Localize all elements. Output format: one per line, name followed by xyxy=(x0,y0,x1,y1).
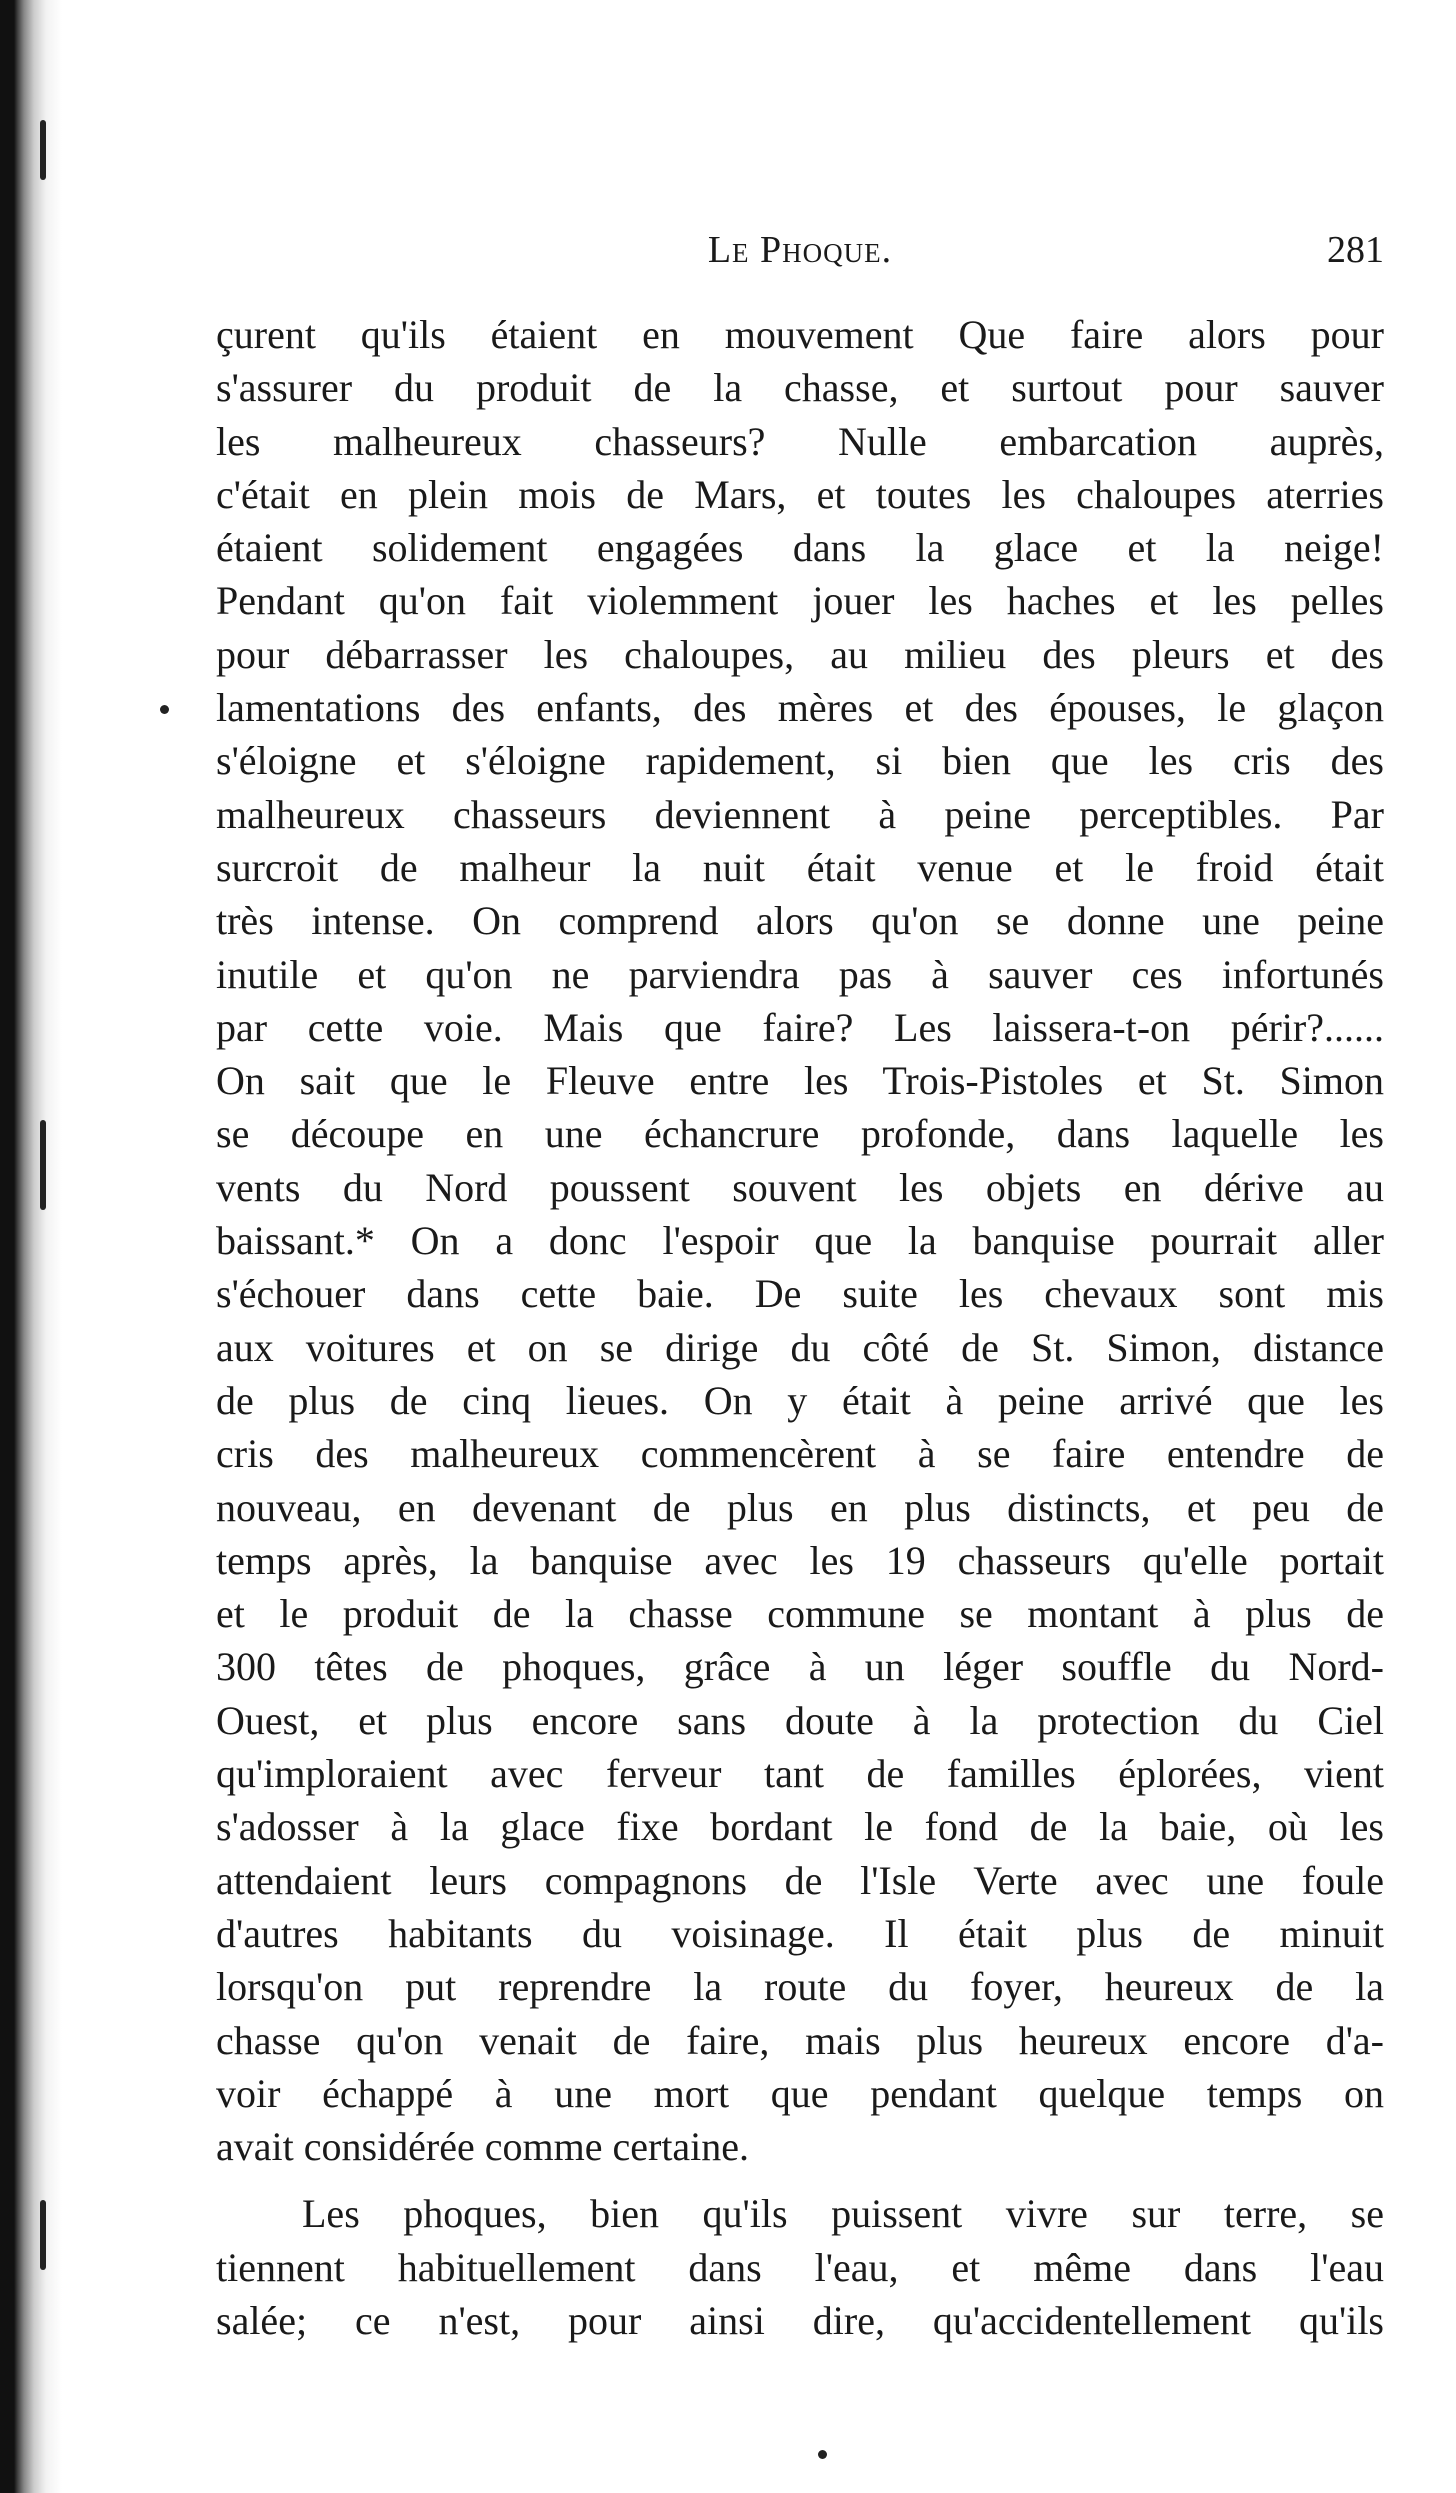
text-line: c'était en plein mois de Mars, et toutes les chaloupes aterries xyxy=(216,471,1384,517)
text-line: temps après, la banquise avec les 19 chasseurs qu'elle portait xyxy=(216,1537,1384,1583)
text-line: Les phoques, bien qu'ils puissent vivre sur terre, se xyxy=(302,2191,1384,2237)
text-line: se découpe en une échancrure profonde, dans laquelle les xyxy=(216,1111,1384,1157)
text-line: 300 têtes de phoques, grâce à un léger souffle du Nord- xyxy=(216,1644,1384,1690)
paragraph-2 xyxy=(216,2187,1384,2347)
text-line: surcroit de malheur la nuit était venue et le froid était xyxy=(216,844,1384,890)
page-number: 281 xyxy=(1327,229,1384,271)
text-line: attendaient leurs compagnons de l'Isle Verte avec une foule xyxy=(216,1857,1384,1903)
text-line: On sait que le Fleuve entre les Trois-Pistoles et St. Simon xyxy=(216,1058,1384,1104)
text-line: çurent qu'ils étaient en mouvement Que faire alors pour xyxy=(216,312,1384,357)
margin-dot xyxy=(160,705,169,714)
text-line: lorsqu'on put reprendre la route du foyer, heureux de la xyxy=(216,1964,1384,2010)
text-line: baissant.* On a donc l'espoir que la banquise pourrait aller xyxy=(216,1218,1384,1264)
text-line: nouveau, en devenant de plus en plus distincts, et peu de xyxy=(216,1484,1384,1530)
text-line: s'échouer dans cette baie. De suite les chevaux sont mis xyxy=(216,1271,1384,1317)
text-line: salée; ce n'est, pour ainsi dire, qu'accidentellement qu'ils xyxy=(216,2297,1384,2343)
text-line: s'éloigne et s'éloigne rapidement, si bien que les cris des xyxy=(216,738,1384,784)
text-line: s'assurer du produit de la chasse, et surtout pour sauver xyxy=(216,365,1384,411)
text-line: s'adosser à la glace fixe bordant le fond de la baie, où les xyxy=(216,1804,1384,1850)
binding-edge xyxy=(0,0,62,2493)
text-line: malheureux chasseurs deviennent à peine perceptibles. Par xyxy=(216,791,1384,837)
text-line: aux voitures et on se dirige du côté de St. Simon, distance xyxy=(216,1324,1384,1370)
paragraph-gap xyxy=(216,2173,1384,2187)
text-line: pour débarrasser les chaloupes, au milieu des pleurs et des xyxy=(216,631,1384,677)
running-title: Le Phoque. xyxy=(707,229,893,271)
page-header xyxy=(216,228,1384,288)
text-line: chasse qu'on venait de faire, mais plus heureux encore d'a- xyxy=(216,2017,1384,2063)
binding-speck xyxy=(40,2200,46,2270)
text-line: voir échappé à une mort que pendant quelque temps on xyxy=(216,2070,1384,2116)
binding-speck xyxy=(40,1120,46,1210)
margin-dot xyxy=(818,2450,827,2459)
text-line: très intense. On comprend alors qu'on se donne une peine xyxy=(216,898,1384,944)
text-line: qu'imploraient avec ferveur tant de familles éplorées, vient xyxy=(216,1751,1384,1797)
text-line: lamentations des enfants, des mères et des épouses, le glaçon xyxy=(216,685,1384,731)
text-line: d'autres habitants du voisinage. Il était plus de minuit xyxy=(216,1910,1384,1956)
text-line: de plus de cinq lieues. On y était à peine arrivé que les xyxy=(216,1377,1384,1423)
body-text xyxy=(216,308,1384,2347)
text-line: Ouest, et plus encore sans doute à la protection du Ciel xyxy=(216,1697,1384,1743)
text-line: étaient solidement engagées dans la glace et la neige! xyxy=(216,525,1384,571)
text-line: Pendant qu'on fait violemment jouer les haches et les pelles xyxy=(216,578,1384,624)
text-line: inutile et qu'on ne parviendra pas à sauver ces infortunés xyxy=(216,951,1384,997)
text-line: les malheureux chasseurs? Nulle embarcation auprès, xyxy=(216,418,1384,464)
binding-speck xyxy=(40,120,46,180)
text-line: par cette voie. Mais que faire? Les laissera-t-on périr?...... xyxy=(216,1004,1384,1050)
text-line: avait considérée comme certaine. xyxy=(216,2124,750,2170)
text-line: cris des malheureux commencèrent à se faire entendre de xyxy=(216,1431,1384,1477)
text-line: vents du Nord poussent souvent les objets en dérive au xyxy=(216,1164,1384,1210)
text-line: tiennent habituellement dans l'eau, et même dans l'eau xyxy=(216,2244,1384,2290)
text-line: et le produit de la chasse commune se montant à plus de xyxy=(216,1591,1384,1637)
paragraph-1 xyxy=(216,308,1384,2173)
